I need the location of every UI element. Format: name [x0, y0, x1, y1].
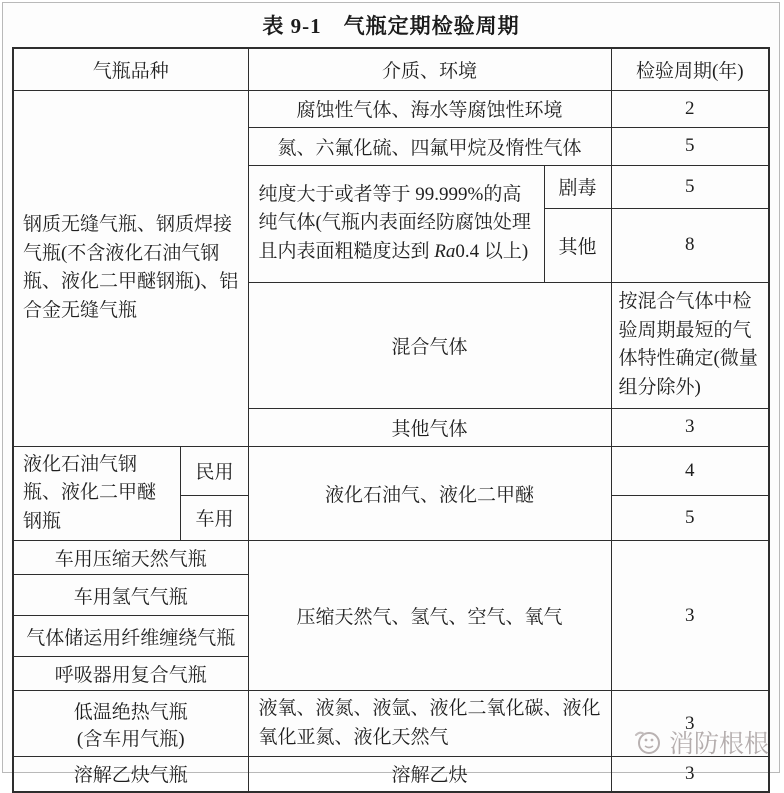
cell-toxic-label: 剧毒 [544, 165, 611, 208]
cell-cng-variety: 车用压缩天然气瓶 [13, 541, 248, 575]
header-variety: 气瓶品种 [13, 48, 248, 90]
table-row [13, 757, 769, 792]
cell-other-gas-medium: 其他气体 [248, 408, 611, 446]
cell-inert-period: 5 [611, 127, 769, 165]
cell-acetylene-variety: 溶解乙炔气瓶 [13, 757, 248, 792]
cell-other-gas-period: 3 [611, 408, 769, 446]
cell-civil-period: 4 [611, 446, 769, 495]
cell-vehicle-period: 5 [611, 495, 769, 540]
header-row [13, 48, 769, 90]
cell-lpg-medium: 液化石油气、液化二甲醚 [248, 446, 611, 541]
cell-cryogenic-variety [13, 691, 248, 757]
cell-corrosive-period: 2 [611, 90, 769, 127]
table-row [13, 90, 769, 127]
header-medium: 介质、环境 [248, 48, 611, 90]
cell-other-label: 其他 [544, 208, 611, 282]
cell-cryogenic-medium: 液氧、液氮、液氩、液化二氧化碳、液化氧化亚氮、液化天然气 [248, 691, 611, 757]
cell-civil-label: 民用 [181, 446, 248, 495]
high-purity-text: 纯度大于或者等于 99.999%的高纯气体(气瓶内表面经防腐蚀处理且内表面粗糙度达到 [258, 183, 531, 262]
inspection-period-table [12, 47, 770, 793]
table-row [13, 541, 769, 575]
high-purity-text-tail: 0.4 以上) [455, 240, 529, 262]
cell-lpg-variety: 液化石油气钢瓶、液化二甲醚钢瓶 [13, 446, 181, 541]
cell-mixed-period: 按混合气体中检验周期最短的气体特性确定(微量组分除外) [611, 282, 769, 408]
ra-symbol: Ra [434, 240, 456, 262]
cell-inert-medium: 氮、六氟化硫、四氟甲烷及惰性气体 [248, 127, 611, 165]
table-row [13, 446, 769, 495]
cell-toxic-period: 5 [611, 165, 769, 208]
scanned-document-page [2, 2, 780, 787]
cell-compressed-medium: 压缩天然气、氢气、空气、氧气 [248, 541, 611, 691]
cell-other-period: 8 [611, 208, 769, 282]
cryogenic-variety-line1: 低温绝热气瓶 [73, 701, 188, 723]
cell-vehicle-label: 车用 [181, 495, 248, 540]
table-title: 表 9-1 气瓶定期检验周期 [262, 14, 520, 38]
cell-acetylene-period: 3 [611, 757, 769, 792]
cell-mixed-medium: 混合气体 [248, 282, 611, 408]
cell-compressed-period: 3 [611, 541, 769, 691]
cell-high-purity-medium [248, 165, 544, 282]
header-period: 检验周期(年) [611, 48, 769, 90]
table-row [13, 691, 769, 757]
cell-acetylene-medium: 溶解乙炔 [248, 757, 611, 792]
cell-steel-variety: 钢质无缝气瓶、钢质焊接气瓶(不含液化石油气钢瓶、液化二甲醚钢瓶)、铝合金无缝气瓶 [13, 90, 248, 446]
cell-respirator-variety: 呼吸器用复合气瓶 [13, 657, 248, 691]
cell-hydrogen-variety: 车用氢气气瓶 [13, 575, 248, 616]
cell-cryogenic-period: 3 [611, 691, 769, 757]
cell-fiber-variety: 气体储运用纤维缠绕气瓶 [13, 616, 248, 657]
cell-corrosive-medium: 腐蚀性气体、海水等腐蚀性环境 [248, 90, 611, 127]
cryogenic-variety-line2: (含车用气瓶) [76, 728, 185, 750]
watermark-text: 消防根根 [668, 730, 769, 758]
